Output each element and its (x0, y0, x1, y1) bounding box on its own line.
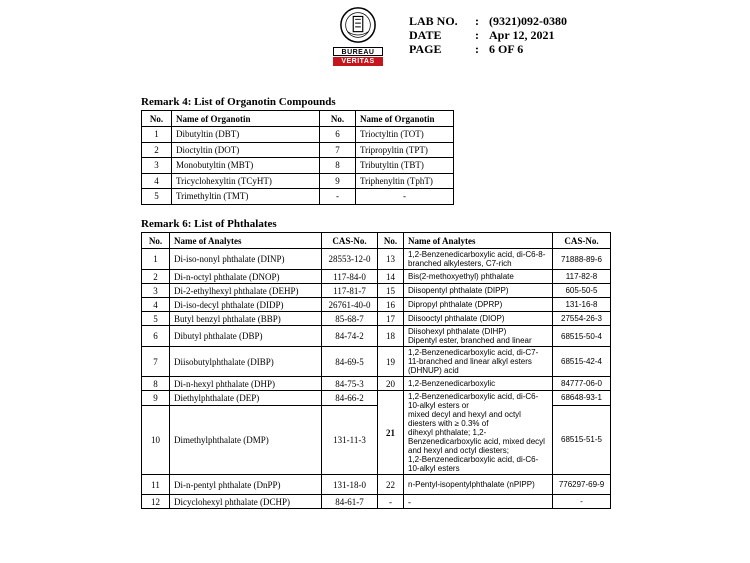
table-cell: 4 (142, 298, 170, 312)
table-cell: Tricyclohexyltin (TCyHT) (172, 173, 320, 189)
table-cell: 7 (142, 347, 170, 377)
table-row (142, 377, 611, 391)
table-cell: 19 (378, 347, 404, 377)
table-cell: 1,2-Benzenedicarboxylic acid, di-C7-11-branched and linear alkyl esters (DHNUP) acid (404, 347, 553, 377)
table-row (142, 158, 454, 174)
table-cell: Diisobutylphthalate (DIBP) (170, 347, 322, 377)
table-cell: - (404, 495, 553, 509)
table-row (142, 249, 611, 270)
organotin-header-row (142, 111, 454, 127)
col-header: CAS-No. (322, 233, 378, 249)
col-header: Name of Analytes (404, 233, 553, 249)
table-row (142, 475, 611, 495)
table-cell: 1 (142, 127, 172, 143)
table-cell: 14 (378, 270, 404, 284)
separator: : (475, 28, 479, 42)
table-cell: Di-iso-decyl phthalate (DIDP) (170, 298, 322, 312)
table-cell: 2 (142, 142, 172, 158)
table-cell: 5 (142, 189, 172, 205)
table-cell: Butyl benzyl phthalate (BBP) (170, 312, 322, 326)
table-cell: 8 (142, 377, 170, 391)
table-cell: 117-82-8 (553, 270, 611, 284)
table-row (142, 495, 611, 509)
table-cell: Tripropyltin (TPT) (356, 142, 454, 158)
table-row (142, 142, 454, 158)
table-cell: Dibutyltin (DBT) (172, 127, 320, 143)
table-cell: 84777-06-0 (553, 377, 611, 391)
table-cell: 131-18-0 (322, 475, 378, 495)
col-header: CAS-No. (553, 233, 611, 249)
table-cell: 1,2-Benzenedicarboxylic (404, 377, 553, 391)
table-cell: 117-81-7 (322, 284, 378, 298)
lab-no-label: LAB NO. (409, 14, 458, 28)
table-cell: 22 (378, 475, 404, 495)
table-row (142, 189, 454, 205)
table-cell: Diethylphthalate (DEP) (170, 391, 322, 406)
table-cell: Diisohexyl phthalate (DIHP) Dipentyl ester, branched and linear (404, 326, 553, 347)
table-row (142, 298, 611, 312)
table-cell: 68648-93-1 (553, 391, 611, 406)
table-cell: 3 (142, 284, 170, 298)
table-cell: Di-n-pentyl phthalate (DnPP) (170, 475, 322, 495)
table-cell: - (356, 189, 454, 205)
table-cell: 10 (142, 405, 170, 474)
table-cell: - (553, 495, 611, 509)
table-cell: 6 (142, 326, 170, 347)
table-cell: Di-n-hexyl phthalate (DHP) (170, 377, 322, 391)
table-cell: Dioctyltin (DOT) (172, 142, 320, 158)
col-header: No. (142, 233, 170, 249)
table-row (142, 312, 611, 326)
table-cell: 1,2-Benzenedicarboxylic acid, di-C6-8-branched alkylesters, C7-rich (404, 249, 553, 270)
separator: : (475, 14, 479, 28)
lab-no-row (409, 14, 567, 28)
table-cell: 131-16-8 (553, 298, 611, 312)
col-header: Name of Organotin (172, 111, 320, 127)
lab-no-value: (9321)092-0380 (489, 14, 567, 28)
table-cell: Dibutyl phthalate (DBP) (170, 326, 322, 347)
seal-icon (339, 6, 377, 44)
table-cell: n-Pentyl-isopentylphthalate (nPIPP) (404, 475, 553, 495)
table-cell: 9 (142, 391, 170, 406)
table-cell: Triphenyltin (TphT) (356, 173, 454, 189)
table-cell: Di-2-ethylhexyl phthalate (DEHP) (170, 284, 322, 298)
date-value: Apr 12, 2021 (489, 28, 555, 42)
phthalates-header-row (142, 233, 611, 249)
table-cell: 9 (320, 173, 356, 189)
report-header (409, 14, 567, 56)
table-cell: 85-68-7 (322, 312, 378, 326)
table-cell: Tributyltin (TBT) (356, 158, 454, 174)
logo-wordmark-top: BUREAU (333, 47, 383, 56)
table-row (142, 391, 611, 406)
table-cell: 5 (142, 312, 170, 326)
date-label: DATE (409, 28, 442, 42)
table-cell: 13 (378, 249, 404, 270)
table-row (142, 326, 611, 347)
table-cell: 11 (142, 475, 170, 495)
table-cell: 68515-42-4 (553, 347, 611, 377)
table-cell: Diisopentyl phthalate (DIPP) (404, 284, 553, 298)
table-cell: 20 (378, 377, 404, 391)
table-cell: 605-50-5 (553, 284, 611, 298)
table-cell: 3 (142, 158, 172, 174)
col-header: No. (142, 111, 172, 127)
table-cell: Diisooctyl phthalate (DIOP) (404, 312, 553, 326)
col-header: Name of Organotin (356, 111, 454, 127)
separator: : (475, 42, 479, 56)
table-cell: 15 (378, 284, 404, 298)
table-cell: Trimethyltin (TMT) (172, 189, 320, 205)
table-cell: Monobutyltin (MBT) (172, 158, 320, 174)
table-cell: 71888-89-6 (553, 249, 611, 270)
table-cell: 12 (142, 495, 170, 509)
table-cell: 131-11-3 (322, 405, 378, 474)
table-cell: 1 (142, 249, 170, 270)
table-cell: 16 (378, 298, 404, 312)
remark4-title: Remark 4: List of Organotin Compounds (141, 96, 336, 108)
table-cell: 4 (142, 173, 172, 189)
table-cell: Dicyclohexyl phthalate (DCHP) (170, 495, 322, 509)
page-row (409, 42, 567, 56)
table-cell: 18 (378, 326, 404, 347)
table-cell: 26761-40-0 (322, 298, 378, 312)
table-cell: 68515-50-4 (553, 326, 611, 347)
table-cell: 84-61-7 (322, 495, 378, 509)
table-row (142, 284, 611, 298)
table-cell: 84-69-5 (322, 347, 378, 377)
table-cell: 27554-26-3 (553, 312, 611, 326)
table-row (142, 127, 454, 143)
bureau-veritas-logo (333, 6, 383, 68)
table-cell: Di-iso-nonyl phthalate (DINP) (170, 249, 322, 270)
table-cell: 84-74-2 (322, 326, 378, 347)
table-cell: 1,2-Benzenedicarboxylic acid, di-C6-10-alkyl esters or mixed decyl and hexyl and octyl diesters with ≥ 0.3% of dihexyl phthalate; 1,2-Benzenedicarboxylic acid, mixed decyl and hexyl and octyl diesters; 1,2-Benzenedicarboxylic acid, di-C6-10-alkyl esters (404, 391, 553, 475)
table-row (142, 270, 611, 284)
table-cell: - (320, 189, 356, 205)
table-cell: 84-66-2 (322, 391, 378, 406)
table-cell: 776297-69-9 (553, 475, 611, 495)
table-cell: Dimethylphthalate (DMP) (170, 405, 322, 474)
table-row (142, 347, 611, 377)
table-cell: 28553-12-0 (322, 249, 378, 270)
table-cell: 8 (320, 158, 356, 174)
table-cell: Di-n-octyl phthalate (DNOP) (170, 270, 322, 284)
phthalates-table (141, 232, 611, 509)
table-cell: 84-75-3 (322, 377, 378, 391)
col-header: Name of Analytes (170, 233, 322, 249)
col-header: No. (378, 233, 404, 249)
table-cell: 6 (320, 127, 356, 143)
page-value: 6 OF 6 (489, 42, 524, 56)
table-cell: Bis(2-methoxyethyl) phthalate (404, 270, 553, 284)
table-cell: 7 (320, 142, 356, 158)
table-cell: 17 (378, 312, 404, 326)
page-label: PAGE (409, 42, 442, 56)
table-cell: - (378, 495, 404, 509)
logo-wordmark-bottom: VERITAS (333, 57, 383, 66)
organotin-table (141, 110, 454, 205)
table-cell: 68515-51-5 (553, 405, 611, 474)
remark6-title: Remark 6: List of Phthalates (141, 218, 277, 230)
table-cell: Dipropyl phthalate (DPRP) (404, 298, 553, 312)
table-row (142, 173, 454, 189)
table-cell: 117-84-0 (322, 270, 378, 284)
table-cell: Trioctyltin (TOT) (356, 127, 454, 143)
date-row (409, 28, 567, 42)
table-cell: 21 (378, 391, 404, 475)
col-header: No. (320, 111, 356, 127)
table-cell: 2 (142, 270, 170, 284)
